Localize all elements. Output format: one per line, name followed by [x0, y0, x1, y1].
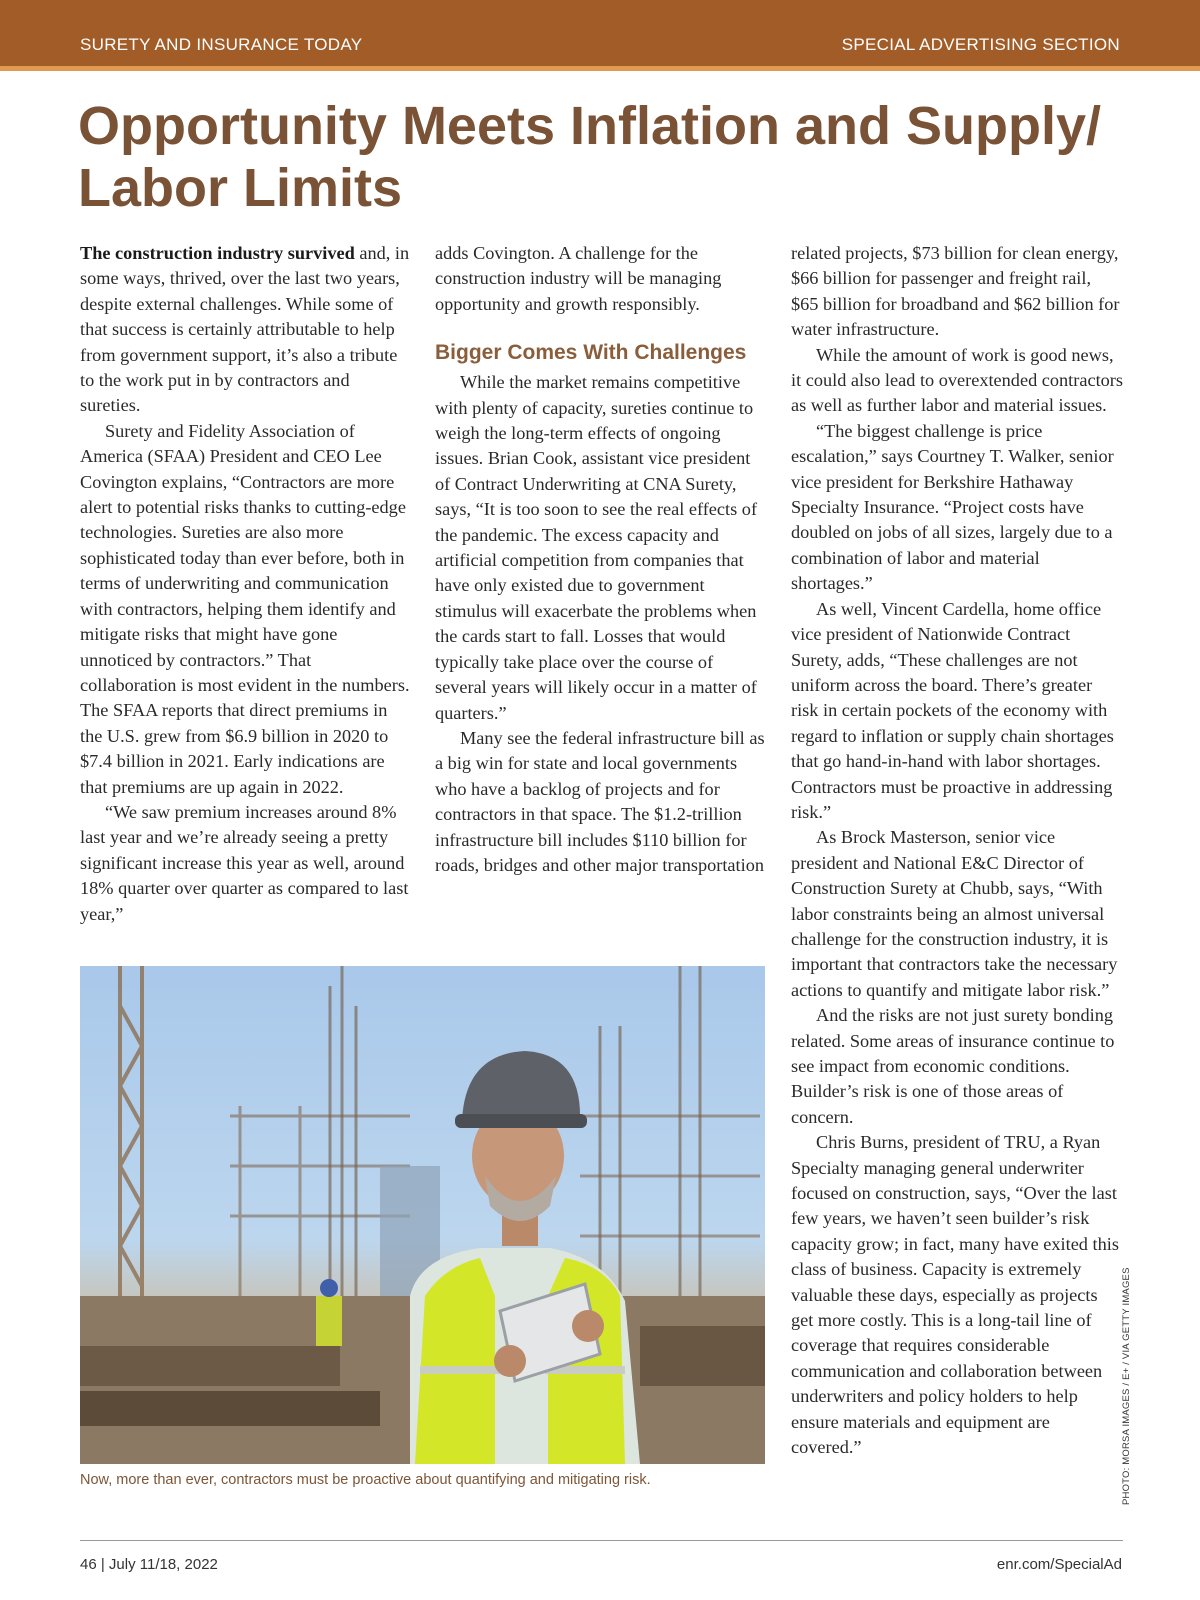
body-paragraph: adds Covington. A challenge for the construction industry will be managing opportunity and growth responsibly. [435, 243, 722, 314]
body-paragraph: Chris Burns, president of TRU, a Ryan Specialty managing general underwriter focused on construction, says, “Over the last few years, we haven’t seen builder’s risk capacity grow; in fact, many have exited this class of business. Capacity is extremely valuable these days, especially as projects get more costly. This is a long-tail line of coverage that requires considerable communication and collaboration between underwriters and policy holders to help ensure materials and equipment are covered.” [791, 1132, 1119, 1458]
construction-worker-photo [80, 966, 765, 1464]
photo-illustration [80, 966, 765, 1464]
article-column-3 [791, 241, 1123, 1461]
body-paragraph: As Brock Masterson, senior vice president and National E&C Director of Construction Surety at Chubb, says, “With labor constraints being an almost universal challenge for the construction industry, it is important that contractors take the necessary actions to quantify and mitigate labor risk.” [791, 827, 1118, 1000]
body-paragraph: related projects, $73 billion for clean energy, $66 billion for passenger and freight rail, $65 billion for broadband and $62 billion for water infrastructure. [791, 243, 1120, 340]
body-paragraph [80, 241, 412, 419]
body-paragraph: While the market remains competitive with plenty of capacity, sureties continue to weigh the long-term effects of ongoing issues. Brian Cook, assistant vice president of Contract Underwriting at CNA Surety, says, “It is too soon to see the real effects of the pandemic. The excess capacity and artificial competition from companies that have only existed due to government stimulus will exacerbate the problems when the cards start to fall. Losses that would typically take place over the course of several years will likely occur in a matter of quarters.” [435, 372, 758, 723]
photo-credit: PHOTO: MORSA IMAGES / E+ / VIA GETTY IMAGES [1121, 1267, 1132, 1505]
article-column-2 [435, 241, 767, 878]
section-subhead: Bigger Comes With Challenges [435, 341, 747, 365]
body-paragraph: Many see the federal infrastructure bill as a big win for state and local governments who have a backlog of projects and for contractors in that space. The $1.2-trillion infrastructure bill includes $110 billion for roads, bridges and other major transportation [435, 727, 765, 875]
body-paragraph: As well, Vincent Cardella, home office vice president of Nationwide Contract Surety, adds, “These challenges are not uniform across the board. There’s greater risk in certain pockets of the economy with regard to inflation or supply chain shortages that go hand-in-hand with labor shortages. Contractors must be proactive in addressing risk.” [791, 598, 1114, 822]
body-paragraph: And the risks are not just surety bonding related. Some areas of insurance continue to see impact from economic conditions. Builder’s risk is one of those areas of concern. [791, 1005, 1115, 1127]
section-header-bar [0, 0, 1200, 71]
footer-divider [80, 1540, 1123, 1541]
photo-caption: Now, more than ever, contractors must be proactive about quantifying and mitigating risk. [80, 1472, 651, 1488]
article-column-1 [80, 241, 412, 927]
advertising-label: SPECIAL ADVERTISING SECTION [841, 35, 1120, 54]
lead-in: The construction industry survived [80, 243, 355, 263]
body-paragraph: “We saw premium increases around 8% last year and we’re already seeing a pretty significant increase this year as well, around 18% quarter over quarter as compared to last year,” [80, 801, 409, 924]
body-paragraph: “The biggest challenge is price escalation,” says Courtney T. Walker, senior vice president for Berkshire Hathaway Specialty Insurance. “Project costs have doubled on jobs of all sizes, largely due to a combination of labor and material shortages.” [791, 420, 1114, 594]
page-number-date: 46 | July 11/18, 2022 [80, 1556, 218, 1573]
article-headline: Opportunity Meets Inflation and Supply/ Labor Limits [78, 96, 1101, 218]
body-paragraph: While the amount of work is good news, it could also lead to overextended contractors as well as further labor and material issues. [791, 344, 1123, 416]
paragraph-text: and, in some ways, thrived, over the last two years, despite external challenges. While some of that success is certainly attributable to help from government support, it’s also a tribute to the work put in by contractors and sureties. [80, 243, 410, 416]
footer-url: enr.com/SpecialAd [996, 1556, 1122, 1573]
body-paragraph: Surety and Fidelity Association of America (SFAA) President and CEO Lee Covington explains, “Contractors are more alert to potential risks thanks to cutting-edge technologies. Sureties are also more sophisticated today than ever before, both in terms of underwriting and communication with contractors, helping them identify and mitigate risks that might have gone unnoticed by contractors.” That collaboration is most evident in the numbers. The SFAA reports that direct premiums in the U.S. grew from $6.9 billion in 2020 to $7.4 billion in 2021. Early indications are that premiums are up again in 2022. [80, 420, 410, 797]
section-title: SURETY AND INSURANCE TODAY [80, 35, 363, 54]
